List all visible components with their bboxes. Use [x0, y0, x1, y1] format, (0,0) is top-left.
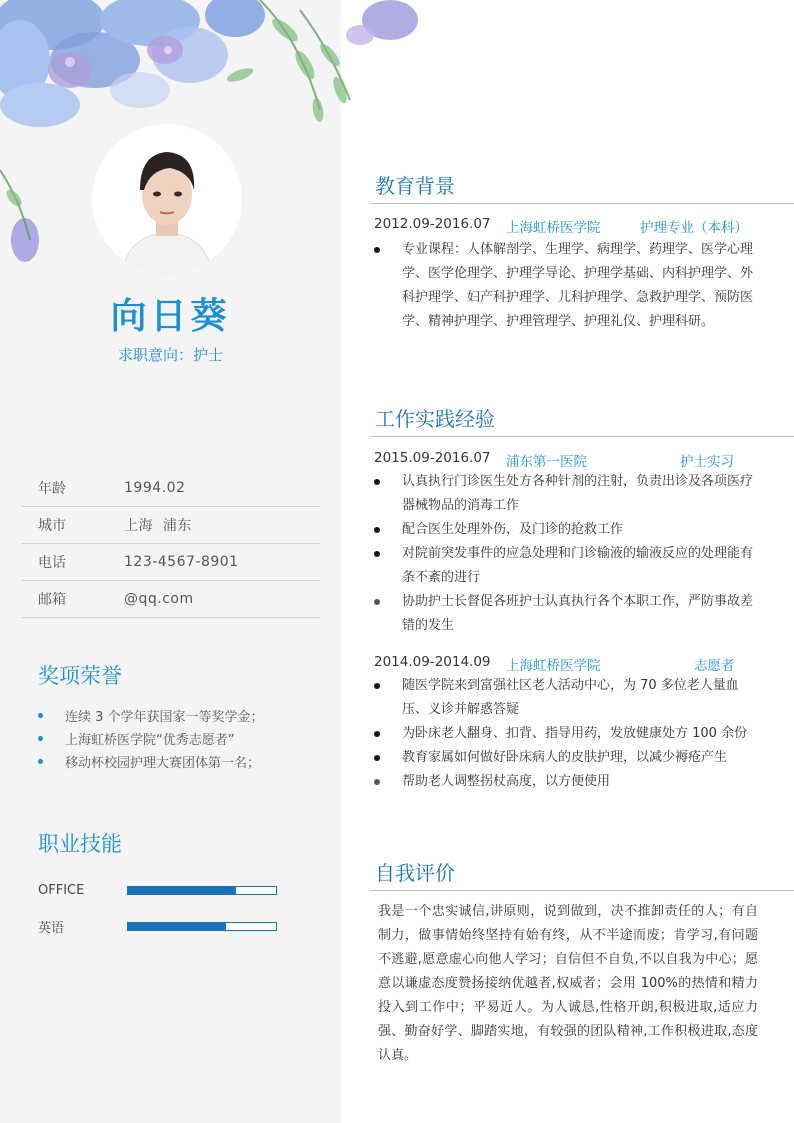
list-item	[38, 704, 328, 727]
duty-text: 认真执行门诊医生处方各种针剂的注射，负责出诊及各项医疗器械物品的消毒工作	[402, 474, 754, 513]
bullet-icon	[38, 736, 43, 741]
skill-bar	[127, 886, 277, 895]
job-role: 志愿者	[694, 658, 735, 674]
job-intention: 求职意向：护士	[117, 346, 223, 364]
list-item	[374, 238, 762, 334]
skill-row	[38, 872, 283, 908]
education-school: 上海虹桥医学院	[506, 220, 601, 236]
bullet-icon	[38, 759, 43, 764]
list-item	[374, 770, 762, 794]
honors-list	[38, 704, 328, 773]
list-item	[374, 542, 762, 590]
bullet-icon	[374, 551, 380, 557]
list-item	[374, 590, 762, 638]
self-eval-title: 自我评价	[370, 857, 794, 891]
job-role: 护士实习	[680, 454, 734, 470]
personal-info	[22, 470, 320, 618]
job-place: 上海虹桥医学院	[506, 658, 601, 674]
honor-text: 连续 3 个学年获国家一等奖学金；	[65, 710, 264, 725]
honor-text: 上海虹桥医学院“优秀志愿者”	[65, 733, 235, 748]
person-icon	[92, 124, 242, 274]
bullet-icon	[374, 527, 380, 533]
duty-text: 为卧床老人翻身、扣背、指导用药，发放健康处方 100 余份	[402, 726, 748, 741]
experience-title: 工作实践经验	[370, 403, 794, 437]
info-row-email	[22, 581, 320, 618]
info-label: 电话	[38, 555, 66, 571]
self-eval-text: 我是一个忠实诚信,讲原则，说到做到，决不推卸责任的人；有自制力，做事情始终坚持有始有终，从不半途而废；肯学习,有问题不逃避,愿意虚心向他人学习；自信但不自负,不以自我为中心；愿意以谦虚态度赞扬接纳优越者,权威者；会用 100%的热情和精力投入到工作中；平易近人。为人诚恳,性格开朗,积极进取,适应力强、勤奋好学、脚踏实地，有较强的团队精神,工作积极进取,态度认真。	[378, 904, 758, 1063]
skill-name: OFFICE	[38, 882, 85, 898]
job-header	[374, 654, 784, 674]
info-label: 邮箱	[38, 592, 66, 608]
info-value: 上海 浦东	[124, 518, 192, 534]
skill-fill	[128, 923, 226, 930]
avatar	[92, 124, 242, 274]
bullet-icon	[374, 247, 380, 253]
info-row-phone	[22, 544, 320, 581]
info-value: @qq.com	[124, 591, 194, 607]
skill-row	[38, 908, 283, 944]
education-courses	[374, 238, 762, 334]
list-item	[374, 746, 762, 770]
bullet-icon	[374, 599, 380, 605]
list-item	[374, 518, 762, 542]
job-duties	[374, 674, 762, 794]
honor-text: 移动杯校园护理大赛团体第一名；	[65, 756, 261, 771]
skill-bar	[127, 922, 277, 931]
bullet-icon	[374, 779, 380, 785]
bullet-icon	[374, 755, 380, 761]
bullet-icon	[38, 713, 43, 718]
education-major: 护理专业（本科）	[640, 220, 748, 236]
skills-title: 职业技能	[38, 832, 122, 856]
info-label: 年龄	[38, 481, 66, 497]
skill-fill	[128, 887, 236, 894]
list-item	[374, 470, 762, 518]
job-date: 2014.09-2014.09	[374, 654, 491, 670]
bullet-icon	[374, 731, 380, 737]
job-date: 2015.09-2016.07	[374, 450, 491, 466]
duty-text: 配合医生处理外伤，及门诊的抢救工作	[402, 522, 624, 537]
duty-text: 教育家属如何做好卧床病人的皮肤护理，以减少褥疮产生	[402, 750, 728, 765]
duty-text: 帮助老人调整拐杖高度，以方便使用	[402, 774, 611, 789]
bullet-icon	[374, 683, 380, 689]
info-row-age	[22, 470, 320, 507]
list-item	[374, 674, 762, 722]
honors-title: 奖项荣誉	[38, 664, 122, 688]
list-item	[38, 750, 328, 773]
info-value: 1994.02	[124, 480, 186, 496]
duty-text: 协助护士长督促各班护士认真执行各个本职工作，严防事故差错的发生	[402, 594, 754, 633]
education-header	[374, 216, 784, 236]
bullet-icon	[374, 479, 380, 485]
candidate-name: 向日葵	[110, 296, 231, 337]
list-item	[38, 727, 328, 750]
skill-name: 英语	[38, 920, 65, 936]
info-value: 123-4567-8901	[124, 554, 239, 570]
info-row-city	[22, 507, 320, 544]
list-item	[374, 722, 762, 746]
education-date: 2012.09-2016.07	[374, 216, 491, 232]
info-label: 城市	[38, 518, 66, 534]
job-place: 浦东第一医院	[506, 454, 587, 470]
job-header	[374, 450, 784, 470]
duty-text: 随医学院来到富强社区老人活动中心，为 70 多位老人量血压、义诊并解惑答疑	[402, 678, 739, 717]
job-duties	[374, 470, 762, 638]
education-title: 教育背景	[370, 170, 794, 204]
duty-text: 对院前突发事件的应急处理和门诊输液的输液反应的处理能有条不紊的进行	[402, 546, 754, 585]
skills-list	[38, 872, 283, 944]
courses-text: 专业课程：人体解剖学、生理学、病理学、药理学、医学心理学、医学伦理学、护理学导论、护理学基础、内科护理学、外科护理学、妇产科护理学、儿科护理学、急救护理学、预防医学、精神护理学、护理管理学、护理礼仪、护理科研。	[402, 242, 754, 329]
